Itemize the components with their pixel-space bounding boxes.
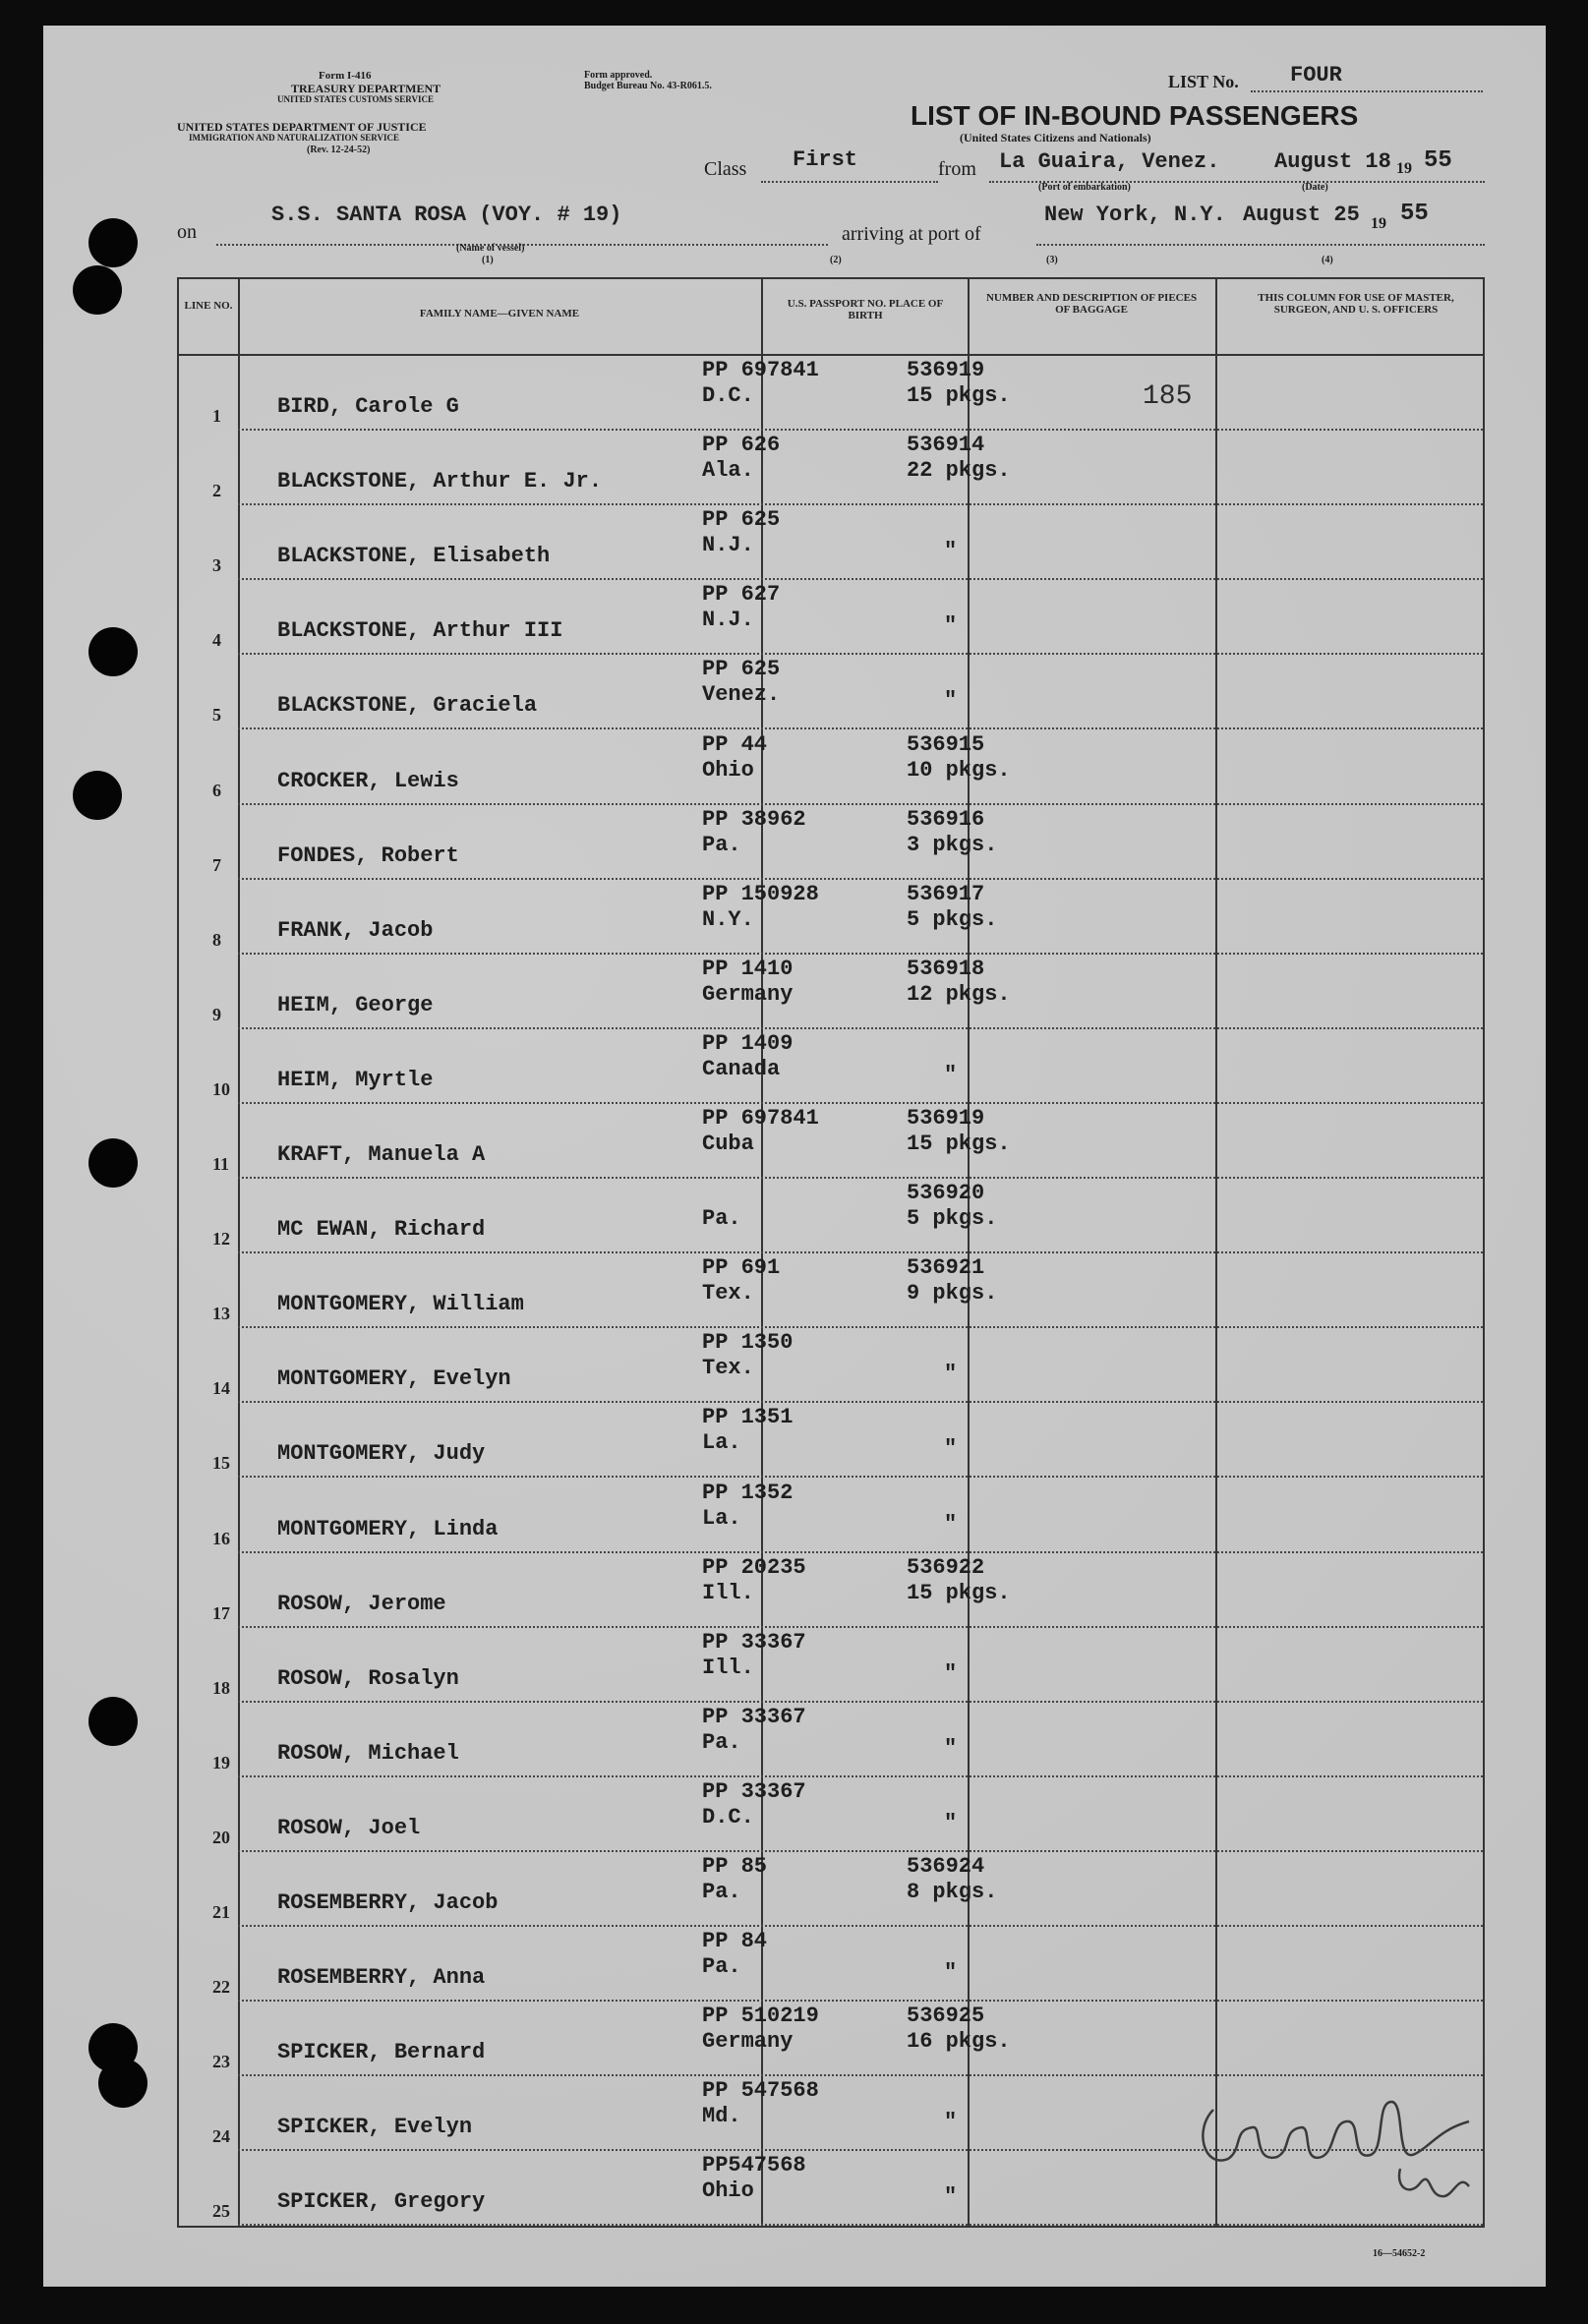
line-number: 4 xyxy=(212,630,221,651)
passport-number: PP 626 xyxy=(702,433,781,458)
ditto-mark: " xyxy=(944,1511,958,1537)
place-of-birth: La. xyxy=(702,1505,741,1531)
form-approved: Form approved. xyxy=(584,70,653,81)
table-row xyxy=(179,1927,1483,2002)
ditto-mark: " xyxy=(944,2184,958,2210)
baggage-description: 15 pkgs. xyxy=(907,383,1011,408)
place-of-birth: Ohio xyxy=(702,757,754,783)
customs-label: UNITED STATES CUSTOMS SERVICE xyxy=(277,94,434,104)
line-number: 16 xyxy=(212,1528,230,1548)
table-row xyxy=(179,1029,1483,1104)
place-of-birth: D.C. xyxy=(702,1804,754,1830)
passenger-name: BIRD, Carole G xyxy=(277,394,459,419)
passport-number: PP 510219 xyxy=(702,2004,819,2029)
baggage-description: 8 pkgs. xyxy=(907,1880,998,1904)
line-number: 8 xyxy=(212,929,221,950)
passport-number: PP 33367 xyxy=(702,1704,806,1729)
ditto-mark: " xyxy=(944,1735,958,1761)
passenger-name: ROSEMBERRY, Jacob xyxy=(277,1890,499,1915)
line-number: 20 xyxy=(212,1827,230,1847)
embarkation-year: 55 xyxy=(1424,147,1452,174)
baggage-number: 536924 xyxy=(907,1854,985,1879)
document-title: LIST OF IN-BOUND PASSENGERS xyxy=(911,100,1359,131)
ditto-mark: " xyxy=(944,1062,958,1087)
table-row xyxy=(179,1479,1483,1553)
passenger-name: ROSOW, Joel xyxy=(277,1815,421,1840)
ditto-mark: " xyxy=(944,1810,958,1835)
passenger-name: ROSOW, Michael xyxy=(277,1740,459,1766)
table-row xyxy=(179,1703,1483,1777)
ditto-mark: " xyxy=(944,688,958,714)
place-of-birth: N.Y. xyxy=(702,906,754,932)
passport-number: PP 20235 xyxy=(702,1554,806,1580)
footer-code: 16—54652-2 xyxy=(1373,2248,1426,2259)
line-number: 12 xyxy=(212,1229,230,1249)
line-number: 21 xyxy=(212,1902,230,1922)
embarkation-date: August 18 xyxy=(1274,149,1391,174)
year-prefix: 19 xyxy=(1371,215,1386,232)
place-of-birth: Canada xyxy=(702,1056,781,1081)
place-of-birth: Germany xyxy=(702,981,794,1007)
table-row xyxy=(179,655,1483,729)
document-subtitle: (United States Citizens and Nationals) xyxy=(960,131,1151,145)
baggage-number: 536916 xyxy=(907,806,985,832)
header-line-no: LINE NO. xyxy=(184,300,233,312)
baggage-number: 536921 xyxy=(907,1255,985,1281)
list-no-underline xyxy=(1251,90,1483,92)
baggage-description: 3 pkgs. xyxy=(907,832,998,857)
line-number: 10 xyxy=(212,1078,230,1099)
passport-number: PP 1351 xyxy=(702,1405,794,1430)
baggage-description: 15 pkgs. xyxy=(907,1132,1011,1156)
passenger-name: MONTGOMERY, Evelyn xyxy=(277,1366,511,1392)
passenger-name: BLACKSTONE, Graciela xyxy=(277,693,538,719)
ditto-mark: " xyxy=(944,2110,958,2135)
passport-number: PP 150928 xyxy=(702,881,819,906)
passport-number: PP 547568 xyxy=(702,2078,819,2104)
baggage-description: 16 pkgs. xyxy=(907,2029,1011,2055)
column-1-label: (1) xyxy=(482,255,494,265)
table-row xyxy=(179,2002,1483,2076)
form-number: Form I-416 xyxy=(319,70,372,82)
binder-hole xyxy=(73,771,122,820)
ditto-mark: " xyxy=(944,1660,958,1686)
list-no-value: FOUR xyxy=(1290,63,1342,87)
table-row xyxy=(179,1628,1483,1703)
table-row xyxy=(179,356,1483,431)
table-row xyxy=(179,580,1483,655)
baggage-number: 536917 xyxy=(907,881,985,906)
ditto-mark: " xyxy=(944,1436,958,1462)
binder-hole xyxy=(88,1697,138,1746)
arrival-year: 55 xyxy=(1400,201,1429,227)
baggage-description: 12 pkgs. xyxy=(907,981,1011,1007)
passport-number: PP 38962 xyxy=(702,806,806,832)
header-officers: THIS COLUMN FOR USE OF MASTER, SURGEON, AND U. S. OFFICERS xyxy=(1258,292,1454,316)
table-row xyxy=(179,1328,1483,1403)
binder-hole xyxy=(73,265,122,315)
arrival-underline xyxy=(1036,244,1485,246)
rev-label: (Rev. 12-24-52) xyxy=(307,145,371,155)
ditto-mark: " xyxy=(944,613,958,639)
table-row xyxy=(179,805,1483,880)
line-number: 2 xyxy=(212,481,221,501)
officer-note: 185 xyxy=(1143,381,1193,412)
table-row xyxy=(179,880,1483,955)
passport-number: PP 84 xyxy=(702,1929,768,1954)
passenger-name: HEIM, Myrtle xyxy=(277,1067,434,1092)
ditto-mark: " xyxy=(944,539,958,564)
doj-label: UNITED STATES DEPARTMENT OF JUSTICE xyxy=(177,120,427,134)
ditto-mark: " xyxy=(944,1960,958,1986)
column-4-label: (4) xyxy=(1322,255,1333,265)
place-of-birth: D.C. xyxy=(702,383,754,408)
place-of-birth: Germany xyxy=(702,2029,794,2055)
passenger-name: FONDES, Robert xyxy=(277,842,459,868)
ins-label: IMMIGRATION AND NATURALIZATION SERVICE xyxy=(189,133,399,143)
table-row xyxy=(179,1253,1483,1328)
passenger-name: KRAFT, Manuela A xyxy=(277,1142,486,1167)
place-of-birth: Tex. xyxy=(702,1281,754,1307)
arriving-label: arriving at port of xyxy=(842,223,981,245)
line-number: 5 xyxy=(212,705,221,726)
line-number: 9 xyxy=(212,1004,221,1024)
line-number: 11 xyxy=(212,1154,230,1174)
passenger-name: HEIM, George xyxy=(277,992,434,1017)
passport-number: PP 627 xyxy=(702,582,781,608)
place-of-birth: Ohio xyxy=(702,2179,754,2204)
year-prefix: 19 xyxy=(1396,160,1412,177)
passport-number: PP 33367 xyxy=(702,1629,806,1655)
date-label: (Date) xyxy=(1302,182,1328,193)
passenger-name: SPICKER, Gregory xyxy=(277,2189,486,2215)
place-of-birth: Pa. xyxy=(702,1206,741,1232)
baggage-number: 536914 xyxy=(907,433,985,458)
passenger-name: BLACKSTONE, Elisabeth xyxy=(277,544,551,569)
passenger-name: MONTGOMERY, William xyxy=(277,1292,524,1317)
arrival-date: August 25 xyxy=(1243,203,1360,227)
passport-number: PP 625 xyxy=(702,507,781,533)
table-row xyxy=(179,1403,1483,1478)
line-number: 13 xyxy=(212,1304,230,1324)
column-3-label: (3) xyxy=(1046,255,1058,265)
passport-number: PP 85 xyxy=(702,1854,768,1879)
binder-hole xyxy=(88,218,138,267)
line-number: 24 xyxy=(212,2126,230,2147)
header-passport: U.S. PASSPORT NO. PLACE OF BIRTH xyxy=(787,298,944,321)
passport-number: PP 1352 xyxy=(702,1480,794,1505)
binder-hole xyxy=(88,1138,138,1188)
place-of-birth: Pa. xyxy=(702,1729,741,1755)
line-number: 3 xyxy=(212,555,221,576)
row-divider xyxy=(238,2224,1483,2226)
line-number: 17 xyxy=(212,1602,230,1623)
place-of-birth: Tex. xyxy=(702,1356,754,1381)
line-number: 22 xyxy=(212,1977,230,1998)
list-no-label: LIST No. xyxy=(1168,72,1239,91)
from-label: from xyxy=(938,158,976,180)
passport-number: PP 33367 xyxy=(702,1778,806,1804)
line-number: 7 xyxy=(212,854,221,875)
passenger-name: MC EWAN, Richard xyxy=(277,1217,486,1243)
passport-number: PP 625 xyxy=(702,657,781,682)
baggage-description: 9 pkgs. xyxy=(907,1281,998,1307)
baggage-number: 536925 xyxy=(907,2004,985,2029)
passenger-name: MONTGOMERY, Judy xyxy=(277,1441,486,1467)
place-of-birth: Ill. xyxy=(702,1655,754,1680)
table-row xyxy=(179,1104,1483,1179)
class-value: First xyxy=(793,147,858,172)
passport-number: PP 697841 xyxy=(702,358,819,382)
passport-number: PP 1409 xyxy=(702,1030,794,1056)
passenger-name: BLACKSTONE, Arthur E. Jr. xyxy=(277,469,603,494)
binder-hole xyxy=(98,2059,147,2108)
passport-number: PP 697841 xyxy=(702,1106,819,1131)
place-of-birth: Md. xyxy=(702,2104,741,2129)
embarkation-port: La Guaira, Venez. xyxy=(999,149,1220,174)
binder-hole xyxy=(88,627,138,676)
passport-number: PP 691 xyxy=(702,1255,781,1281)
table-row xyxy=(179,431,1483,505)
passenger-name: SPICKER, Evelyn xyxy=(277,2115,473,2140)
place-of-birth: Pa. xyxy=(702,1954,741,1980)
line-number: 1 xyxy=(212,406,221,426)
table-row xyxy=(179,730,1483,805)
line-number: 25 xyxy=(212,2201,230,2222)
table-row xyxy=(179,1179,1483,1253)
baggage-description: 22 pkgs. xyxy=(907,458,1011,484)
place-of-birth: Pa. xyxy=(702,832,741,857)
place-of-birth: Venez. xyxy=(702,682,781,708)
arrival-port: New York, N.Y. xyxy=(1044,203,1226,227)
passport-number: PP547568 xyxy=(702,2153,806,2179)
header-family-name: FAMILY NAME—GIVEN NAME xyxy=(419,308,580,320)
baggage-number: 536915 xyxy=(907,731,985,757)
passenger-name: SPICKER, Bernard xyxy=(277,2040,486,2065)
header-baggage: NUMBER AND DESCRIPTION OF PIECES OF BAGGAGE xyxy=(985,292,1198,316)
passenger-name: BLACKSTONE, Arthur III xyxy=(277,618,563,644)
on-label: on xyxy=(177,221,197,243)
baggage-number: 536920 xyxy=(907,1181,985,1206)
vessel-name-label: (Name of vessel) xyxy=(456,243,525,254)
table-row xyxy=(179,955,1483,1029)
port-of-embarkation-label: (Port of embarkation) xyxy=(1038,182,1131,193)
table-row xyxy=(179,1777,1483,1852)
table-row xyxy=(179,1852,1483,1927)
line-number: 23 xyxy=(212,2052,230,2072)
line-number: 14 xyxy=(212,1378,230,1399)
class-label: Class xyxy=(704,158,747,180)
table-row xyxy=(179,1553,1483,1628)
place-of-birth: Ill. xyxy=(702,1580,754,1605)
passport-number: PP 1350 xyxy=(702,1330,794,1356)
passenger-name: FRANK, Jacob xyxy=(277,917,434,943)
passenger-name: ROSOW, Jerome xyxy=(277,1591,446,1616)
place-of-birth: N.J. xyxy=(702,533,754,558)
baggage-description: 5 pkgs. xyxy=(907,1206,998,1232)
baggage-description: 5 pkgs. xyxy=(907,906,998,932)
baggage-number: 536919 xyxy=(907,358,985,382)
line-number: 19 xyxy=(212,1752,230,1772)
table-row xyxy=(179,505,1483,580)
passport-number: PP 44 xyxy=(702,731,768,757)
passport-number: PP 1410 xyxy=(702,956,794,981)
budget-bureau: Budget Bureau No. 43-R061.5. xyxy=(584,81,712,91)
treasury-label: TREASURY DEPARTMENT xyxy=(291,82,441,95)
place-of-birth: Pa. xyxy=(702,1880,741,1904)
line-number: 6 xyxy=(212,780,221,800)
handwritten-signature xyxy=(1174,2070,1508,2218)
passenger-name: CROCKER, Lewis xyxy=(277,768,459,793)
class-underline xyxy=(761,181,938,183)
baggage-number: 536919 xyxy=(907,1106,985,1131)
passenger-name: ROSEMBERRY, Anna xyxy=(277,1965,486,1991)
passenger-name: MONTGOMERY, Linda xyxy=(277,1516,499,1541)
vessel-name: S.S. SANTA ROSA (VOY. # 19) xyxy=(271,203,622,227)
baggage-number: 536922 xyxy=(907,1554,985,1580)
baggage-description: 10 pkgs. xyxy=(907,757,1011,783)
column-2-label: (2) xyxy=(830,255,842,265)
passenger-list-page xyxy=(43,26,1546,2287)
baggage-description: 15 pkgs. xyxy=(907,1580,1011,1605)
line-number: 15 xyxy=(212,1453,230,1474)
place-of-birth: Cuba xyxy=(702,1132,754,1156)
place-of-birth: Ala. xyxy=(702,458,754,484)
ditto-mark: " xyxy=(944,1362,958,1387)
place-of-birth: N.J. xyxy=(702,608,754,633)
line-number: 18 xyxy=(212,1677,230,1698)
place-of-birth: La. xyxy=(702,1430,741,1456)
passenger-table xyxy=(177,277,1485,2228)
baggage-number: 536918 xyxy=(907,956,985,981)
passenger-name: ROSOW, Rosalyn xyxy=(277,1665,459,1691)
